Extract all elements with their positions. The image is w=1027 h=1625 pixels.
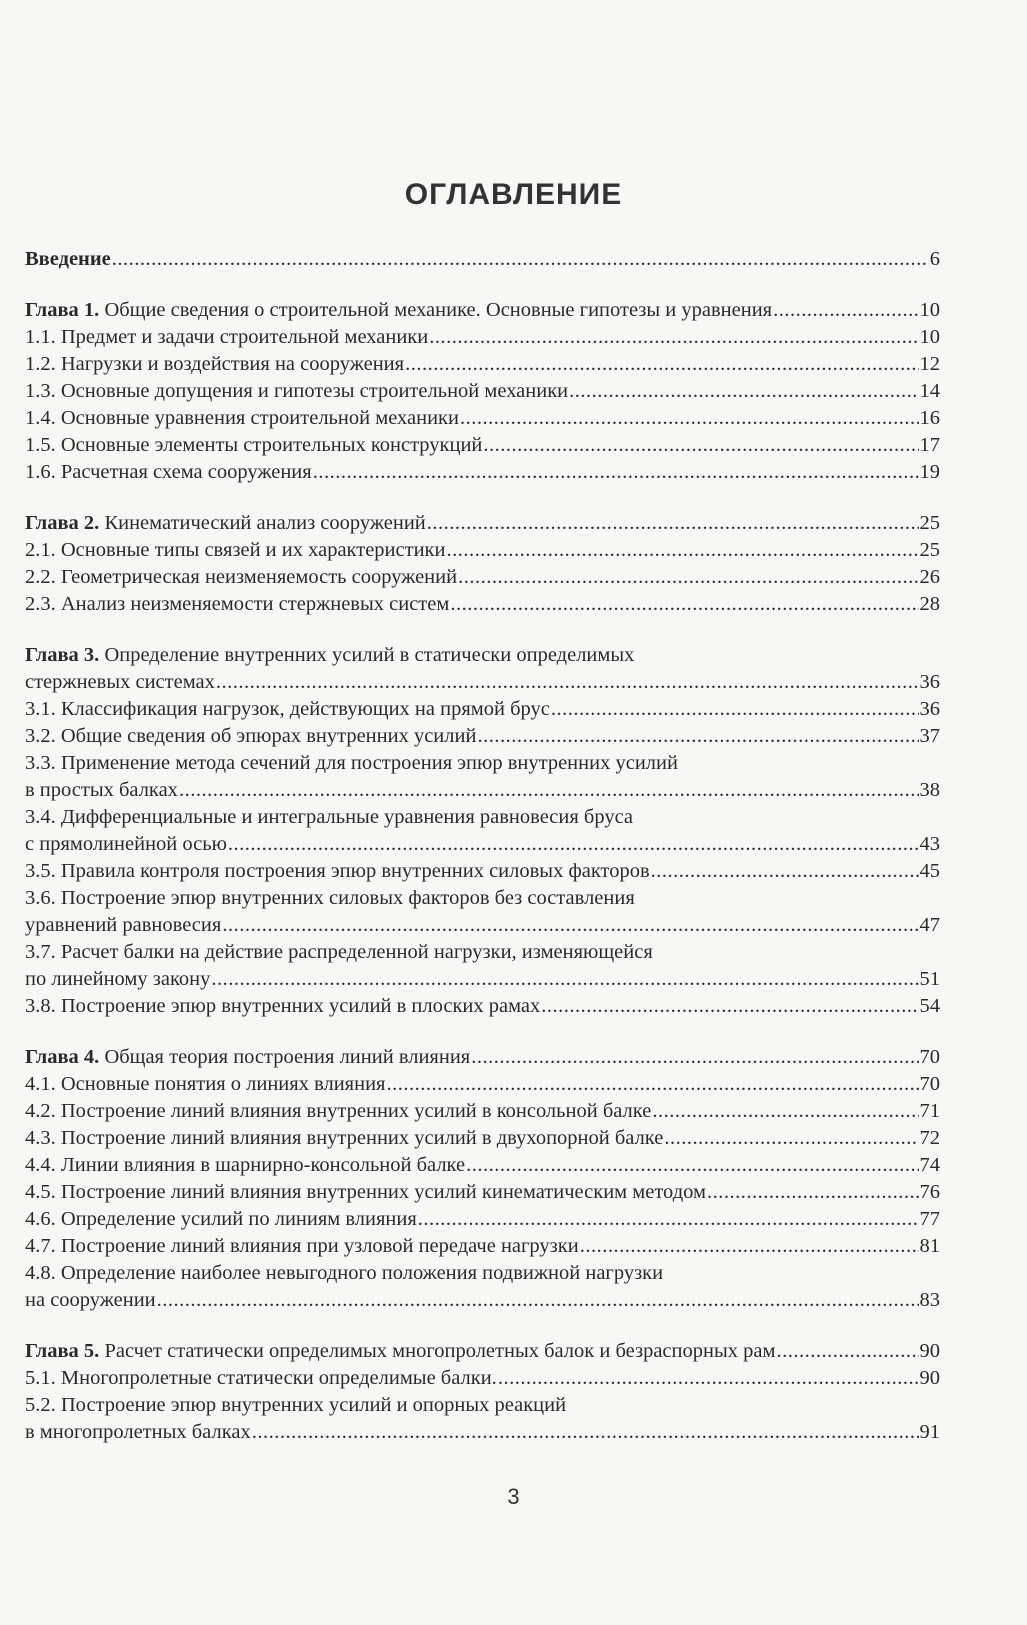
toc-page-number: 26 [919, 566, 940, 588]
toc-entry-text: 4.8. Определение наиболее невыгодного положения подвижной нагрузки [25, 1262, 664, 1284]
toc-entry-title [25, 378, 568, 405]
toc-entry-text: 1.3. Основные допущения и гипотезы строительной механики [25, 380, 569, 402]
toc-entry-text: Кинематический анализ сооружений [99, 512, 426, 534]
toc-dot-leader [776, 1338, 918, 1365]
toc-dot-leader [460, 405, 919, 432]
toc-entry[interactable] [25, 405, 940, 432]
toc-dot-leader [466, 1152, 918, 1179]
toc-dot-leader [707, 1179, 919, 1206]
toc-entry[interactable] [25, 1125, 940, 1152]
toc-entry-title [25, 405, 459, 432]
toc-page-number: 54 [919, 995, 940, 1017]
toc-page-number: 10 [919, 326, 940, 348]
toc-entry-text: 4.1. Основные понятия о линиях влияния [25, 1073, 386, 1095]
toc-spacer [25, 1314, 940, 1338]
toc-dot-leader [157, 1287, 919, 1314]
toc-page-number: 43 [919, 833, 940, 855]
toc-entry-text: 3.6. Построение эпюр внутренних силовых факторов без составления [25, 887, 635, 909]
toc-page-number: 25 [919, 512, 940, 534]
toc-page-number: 70 [919, 1073, 940, 1095]
toc-page-number: 91 [919, 1421, 940, 1443]
toc-page-number: 10 [919, 299, 940, 321]
toc-page-number: 38 [919, 779, 940, 801]
table-of-contents [25, 246, 940, 1446]
toc-chapter-label: Глава 4. [25, 1046, 100, 1068]
toc-chapter-label: Глава 1. [25, 299, 100, 321]
toc-entry-text: 1.1. Предмет и задачи строительной механики [25, 326, 429, 348]
toc-entry-text: 4.4. Линии влияния в шарнирно-консольной балке [25, 1154, 466, 1176]
toc-entry-title [25, 1179, 706, 1206]
toc-dot-leader [446, 537, 918, 564]
toc-dot-leader [541, 993, 918, 1020]
toc-entry[interactable] [25, 804, 940, 831]
toc-entry[interactable] [25, 537, 940, 564]
toc-dot-leader [228, 831, 919, 858]
toc-entry[interactable] [25, 1179, 940, 1206]
toc-entry-title [25, 591, 449, 618]
toc-entry[interactable] [25, 912, 940, 939]
toc-entry[interactable] [25, 1338, 940, 1365]
toc-entry-title [25, 459, 312, 486]
toc-page-number: 71 [919, 1100, 940, 1122]
toc-entry-title [25, 1392, 566, 1419]
toc-dot-leader [651, 858, 919, 885]
toc-entry-text: 2.3. Анализ неизменяемости стержневых систем [25, 593, 450, 615]
toc-dot-leader [313, 459, 919, 486]
toc-entry-text: Расчет статически определимых многопролетных балок и безраспорных рам [99, 1340, 776, 1362]
toc-page-number: 74 [919, 1154, 940, 1176]
toc-entry-text: 4.5. Построение линий влияния внутренних усилий кинематическим методом [25, 1181, 706, 1203]
toc-entry[interactable] [25, 885, 940, 912]
toc-entry[interactable] [25, 1152, 940, 1179]
toc-dot-leader [211, 966, 918, 993]
toc-page-number: 19 [919, 461, 940, 483]
toc-entry-text: Общая теория построения линий влияния [99, 1046, 471, 1068]
toc-entry[interactable] [25, 297, 940, 324]
toc-entry[interactable] [25, 858, 940, 885]
toc-page-number: 47 [919, 914, 940, 936]
toc-page-number: 36 [919, 698, 940, 720]
toc-entry-title [25, 1152, 465, 1179]
toc-entry[interactable] [25, 1392, 940, 1419]
toc-entry-text: с прямолинейной осью [25, 833, 227, 855]
toc-entry[interactable] [25, 831, 940, 858]
toc-entry-title [25, 564, 457, 591]
toc-entry-title [25, 297, 772, 324]
toc-entry[interactable] [25, 1260, 940, 1287]
toc-entry[interactable] [25, 777, 940, 804]
toc-entry-title [25, 696, 550, 723]
toc-dot-leader [458, 564, 918, 591]
toc-dot-leader [652, 1098, 918, 1125]
toc-entry-text: 3.8. Построение эпюр внутренних усилий в плоских рамах [25, 995, 541, 1017]
toc-page-number: 14 [919, 380, 940, 402]
toc-spacer [25, 273, 940, 297]
toc-entry[interactable] [25, 246, 940, 273]
toc-spacer [25, 486, 940, 510]
toc-entry-title [25, 993, 540, 1020]
toc-page-number: 28 [919, 593, 940, 615]
toc-entry-title [25, 912, 221, 939]
toc-entry-title [25, 1287, 156, 1314]
toc-entry-text: 4.7. Построение линий влияния при узловой передаче нагрузки [25, 1235, 579, 1257]
toc-entry-text: 3.7. Расчет балки на действие распределенной нагрузки, изменяющейся [25, 941, 653, 963]
toc-entry[interactable] [25, 696, 940, 723]
toc-page-number: 81 [919, 1235, 940, 1257]
toc-entry-title [25, 1098, 651, 1125]
toc-dot-leader [216, 669, 919, 696]
toc-page-number: 51 [919, 968, 940, 990]
toc-entry[interactable] [25, 1098, 940, 1125]
toc-entry-text: 2.2. Геометрическая неизменяемость сооружений [25, 566, 458, 588]
toc-entry-title [25, 1419, 251, 1446]
toc-entry-title [25, 1365, 497, 1392]
toc-dot-leader [569, 378, 918, 405]
toc-page-number: 36 [919, 671, 940, 693]
toc-entry-text: 3.3. Применение метода сечений для построения эпюр внутренних усилий [25, 752, 678, 774]
toc-entry-text: стержневых системах [25, 671, 215, 693]
toc-dot-leader [386, 1071, 918, 1098]
toc-entry-title [25, 669, 215, 696]
toc-chapter-label: Глава 5. [25, 1340, 100, 1362]
toc-entry[interactable] [25, 510, 940, 537]
toc-entry-title [25, 750, 678, 777]
toc-chapter-label: Глава 2. [25, 512, 100, 534]
toc-entry-title [25, 966, 210, 993]
toc-chapter-label: Глава 3. [25, 644, 100, 666]
toc-page-number: 70 [919, 1046, 940, 1068]
toc-entry-text: 3.1. Классификация нагрузок, действующих на прямой брус [25, 698, 550, 720]
toc-entry-text: Общие сведения о строительной механике. Основные гипотезы и уравнения [99, 299, 773, 321]
toc-entry-title [25, 858, 650, 885]
toc-entry[interactable] [25, 939, 940, 966]
toc-entry-text: 1.5. Основные элементы строительных конструкций [25, 434, 483, 456]
toc-entry-title [25, 1338, 775, 1365]
toc-entry-text: 5.1. Многопролетные статически определимые балки. [25, 1367, 497, 1389]
toc-entry-title [25, 1044, 470, 1071]
toc-dot-leader [551, 696, 919, 723]
toc-entry[interactable] [25, 993, 940, 1020]
toc-entry[interactable] [25, 459, 940, 486]
toc-spacer [25, 618, 940, 642]
toc-page-number: 76 [919, 1181, 940, 1203]
toc-entry-title [25, 1071, 385, 1098]
toc-entry-text: уравнений равновесия [25, 914, 222, 936]
toc-entry-title [25, 939, 653, 966]
toc-entry-title [25, 1233, 579, 1260]
toc-entry-title [25, 1260, 663, 1287]
toc-entry-title [25, 642, 634, 669]
toc-dot-leader [252, 1419, 919, 1446]
toc-dot-leader [427, 510, 919, 537]
toc-page-number: 90 [919, 1367, 940, 1389]
toc-dot-leader [477, 723, 918, 750]
toc-entry-text: 3.2. Общие сведения об эпюрах внутренних усилий [25, 725, 477, 747]
toc-entry[interactable] [25, 324, 940, 351]
toc-entry-title [25, 1125, 663, 1152]
toc-entry[interactable] [25, 966, 940, 993]
toc-dot-leader [483, 432, 918, 459]
toc-entry-text: 1.2. Нагрузки и воздействия на сооружения [25, 353, 405, 375]
toc-page-number: 77 [919, 1208, 940, 1230]
toc-page-number: 37 [919, 725, 940, 747]
toc-entry-text: 1.4. Основные уравнения строительной механики [25, 407, 459, 429]
toc-entry-text: Определение внутренних усилий в статически определимых [99, 644, 635, 666]
toc-dot-leader [405, 351, 918, 378]
toc-entry[interactable] [25, 1419, 940, 1446]
toc-spacer [25, 1020, 940, 1044]
toc-entry[interactable] [25, 351, 940, 378]
page-title: ОГЛАВЛЕНИЕ [404, 178, 623, 211]
toc-page-number: 90 [919, 1340, 940, 1362]
toc-entry-title [25, 351, 404, 378]
toc-entry[interactable] [25, 1071, 940, 1098]
toc-entry-title [25, 537, 445, 564]
toc-entry[interactable] [25, 1233, 940, 1260]
toc-entry-text: 4.3. Построение линий влияния внутренних усилий в двухопорной балке [25, 1127, 664, 1149]
page-number: 3 [507, 1484, 520, 1509]
toc-entry-title [25, 831, 227, 858]
toc-entry[interactable] [25, 669, 940, 696]
toc-entry-title [25, 246, 111, 273]
toc-entry-text: 5.2. Построение эпюр внутренних усилий и опорных реакций [25, 1394, 567, 1416]
toc-page-number: 12 [919, 353, 940, 375]
toc-dot-leader [418, 1206, 919, 1233]
toc-entry-title [25, 432, 482, 459]
toc-dot-leader [664, 1125, 918, 1152]
toc-entry[interactable] [25, 1365, 940, 1392]
toc-entry-title [25, 324, 428, 351]
toc-chapter-label: Введение [25, 248, 111, 270]
toc-entry-text: 1.6. Расчетная схема сооружения [25, 461, 312, 483]
toc-entry-title [25, 510, 426, 537]
toc-entry-title [25, 777, 178, 804]
toc-entry-title [25, 804, 633, 831]
toc-entry-text: в многопролетных балках [25, 1421, 251, 1443]
toc-entry-text: 4.6. Определение усилий по линиям влияния [25, 1208, 417, 1230]
toc-dot-leader [429, 324, 918, 351]
toc-page-number: 83 [919, 1289, 940, 1311]
toc-dot-leader [222, 912, 918, 939]
toc-entry[interactable] [25, 750, 940, 777]
toc-entry-text: 2.1. Основные типы связей и их характеристики [25, 539, 446, 561]
toc-page-number: 17 [919, 434, 940, 456]
toc-entry-text: по линейному закону [25, 968, 211, 990]
toc-entry-text: 3.5. Правила контроля построения эпюр внутренних силовых факторов [25, 860, 650, 882]
toc-page-number: 72 [919, 1127, 940, 1149]
toc-dot-leader [471, 1044, 918, 1071]
toc-entry[interactable] [25, 378, 940, 405]
toc-entry-text: 3.4. Дифференциальные и интегральные уравнения равновесия бруса [25, 806, 634, 828]
toc-entry-title [25, 1206, 417, 1233]
toc-entry[interactable] [25, 1206, 940, 1233]
toc-entry[interactable] [25, 1044, 940, 1071]
toc-entry-title [25, 885, 635, 912]
toc-page-number: 45 [919, 860, 940, 882]
toc-entry[interactable] [25, 432, 940, 459]
toc-dot-leader [773, 297, 918, 324]
toc-entry-text: в простых балках [25, 779, 178, 801]
toc-dot-leader [179, 777, 919, 804]
toc-entry-title [25, 723, 476, 750]
toc-entry[interactable] [25, 1287, 940, 1314]
toc-entry-text: на сооружении [25, 1289, 156, 1311]
toc-page-number: 6 [929, 248, 940, 270]
toc-dot-leader [112, 246, 929, 273]
toc-entry[interactable] [25, 723, 940, 750]
toc-page-number: 25 [919, 539, 940, 561]
toc-entry-text: 4.2. Построение линий влияния внутренних усилий в консольной балке [25, 1100, 652, 1122]
toc-dot-leader [498, 1365, 919, 1392]
toc-entry[interactable] [25, 642, 940, 669]
toc-dot-leader [450, 591, 918, 618]
toc-entry[interactable] [25, 591, 940, 618]
toc-page-number: 16 [919, 407, 940, 429]
toc-entry[interactable] [25, 564, 940, 591]
toc-dot-leader [580, 1233, 919, 1260]
